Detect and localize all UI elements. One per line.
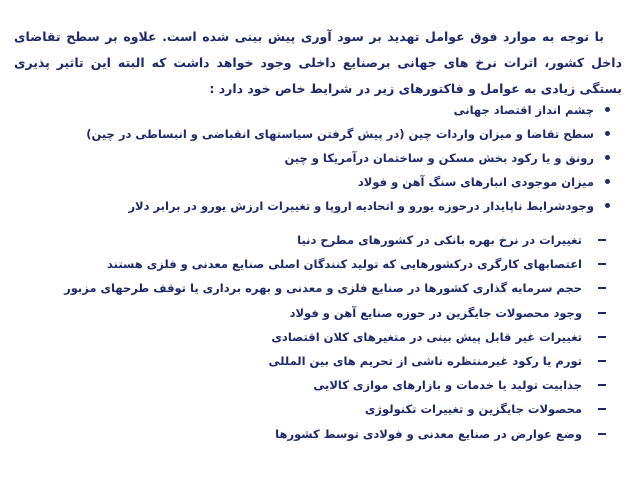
list-item-text: تورم یا رکود غیرمنتظره ناشی از تحریم های بین المللی [268,353,582,368]
list-item-text: سطح تقاضا و میزان واردات چین (در پیش گرفتن سیاستهای انقباضی و انبساطی در چین) [86,127,594,141]
list-item [18,252,608,276]
list-item [12,146,612,170]
list-item [12,194,612,218]
bullet-list [12,98,612,218]
dash-bullet-icon [598,360,606,362]
dash-bullet-icon [598,287,606,289]
list-item [18,373,608,397]
list-item-text: رونق و یا رکود بخش مسکن و ساختمان درآمریکا و چین [284,151,594,165]
bullet-dot-icon [605,179,610,184]
bullet-dot-icon [605,107,610,112]
list-item [18,349,608,373]
list-item [18,422,608,446]
list-item-text: میزان موجودی انبارهای سنگ آهن و فولاد [357,175,594,189]
bullet-dot-icon [605,155,610,160]
list-item-text: چشم انداز اقتصاد جهانی [453,103,594,117]
list-item [18,228,608,252]
list-item-text: اعتصابهای کارگری درکشورهایی که تولید کنندگان اصلی صنایع معدنی و فلزی هستند [107,257,582,272]
list-item [18,325,608,349]
bullet-dot-icon [605,131,610,136]
list-item [18,301,608,325]
dash-bullet-icon [598,336,606,338]
intro-line: اثرات نرخ های جهانی برصنایع داخلی وجود خواهد داشت که البته این تاثیر پذیری بستگی زیادی به عوامل و [14,55,622,96]
list-item-text: وضع عوارض در صنایع معدنی و فولادی توسط کشورها [275,426,582,441]
list-item-text: تغییرات در نرخ بهره بانکی در کشورهای مطرح دنیا [297,233,582,247]
dash-bullet-icon [598,408,606,410]
list-item-text: وجودشرایط ناپایدار درحوزه یورو و اتحادیه اروپا و تغییرات ارزش یورو در برابر دلار [128,199,594,213]
intro-paragraph [14,24,622,102]
dash-bullet-icon [598,263,606,265]
list-item [12,170,612,194]
dash-bullet-icon [598,239,606,241]
intro-line: با توجه به موارد فوق عوامل تهدید بر سود آوری پیش بینی شده است. علاوه بر سطح تقاضای داخل کشور، [14,29,622,70]
bullet-dot-icon [605,203,610,208]
list-item-text: وجود محصولات جایگزین در حوزه صنایع آهن و فولاد [289,305,582,320]
dash-bullet-icon [598,384,606,386]
dash-bullet-icon [598,433,606,435]
list-item [18,397,608,421]
list-item [12,98,612,122]
list-item-text: محصولات جایگزین و تغییرات تکنولوژی [364,402,582,417]
list-item-text: تغییرات غیر قابل پیش بینی در متغیرهای کلان اقتصادی [271,329,582,344]
intro-line: فاکتورهای زیر در شرایط خاص خود دارد : [209,81,464,96]
list-item-text: جذابیت تولید یا خدمات و بازارهای موازی کالایی [313,378,582,393]
dash-list [18,228,608,446]
list-item [12,122,612,146]
dash-bullet-icon [598,312,606,314]
list-item [18,276,608,300]
list-item-text: حجم سرمایه گذاری کشورها در صنایع فلزی و معدنی و بهره برداری یا توقف طرحهای مزبور [64,281,582,296]
